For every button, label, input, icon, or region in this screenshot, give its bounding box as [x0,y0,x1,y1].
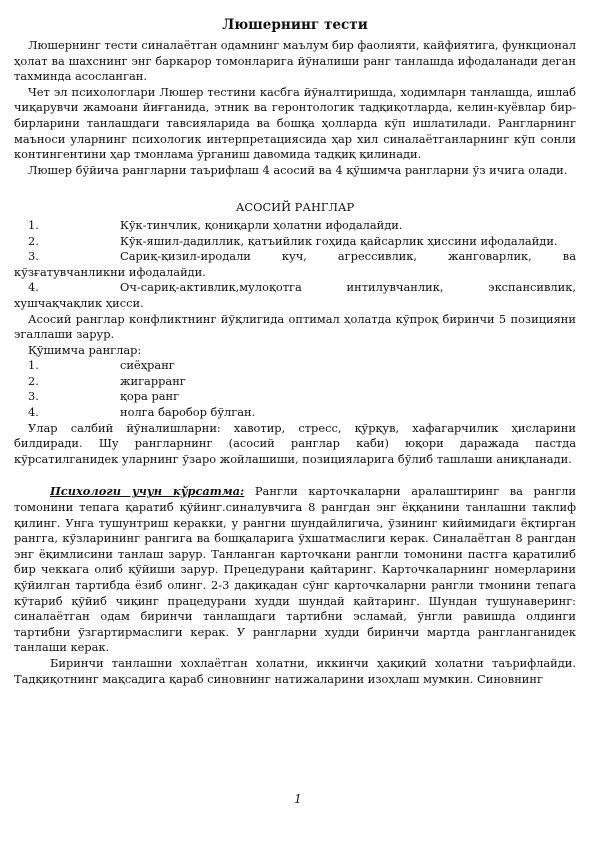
extra-color-item [14,389,576,405]
list-number: 2. [28,233,39,248]
main-color-item [14,280,576,296]
extra-colors-note: Улар салбий йўналишларни: хавотир, стресс, қўрқув, хафагарчилик ҳисларини билдиради. Шу рангларнинг (асосий ранглар каби) юқори даражада пастда кўрсатилганидек уларнинг ўзаро жойлашиши, позицияларига бўлиб ташлаши аниқланади. [14,420,576,466]
extra-color-item [14,405,576,421]
page-number: 1 [294,792,302,806]
extra-color-item [14,374,576,390]
spacer [14,467,576,484]
instruction-lead: Психологи учун кўрсатма: [50,484,245,499]
main-colors-note: Асосий ранглар конфликтнинг йўқлигида оптимал ҳолатда кўпроқ биринчи 5 позицияни эгаллаши зарур. [14,311,576,342]
list-text-continuation: хушчақчақлик ҳисси. [14,295,144,310]
list-text-continuation: кўзғатувчанликни ифодалайди. [14,264,206,279]
list-number: 1. [28,217,39,232]
list-number: 1. [28,358,39,373]
intro-paragraph-1: Люшернинг тести синалаётган одамнинг маълум бир фаолияти, кайфиятига, функционал ҳолат ва шахснинг энг баркарор томонларига йўналиши ранг танлашда ифодаланади деган тахминда асосланган. [14,38,576,84]
list-text: қора ранг [120,389,180,404]
main-colors-heading: АСОСИЙ РАНГЛАР [235,200,355,215]
document-title: Люшернинг тести [222,17,368,33]
extra-colors-heading: Қўшимча ранглар: [28,342,142,357]
list-text: Кўк-яшил-дадиллик, қатъийлик гоҳида қайсарлик ҳиссини ифодалайди. [120,233,558,248]
document-page [14,18,576,687]
list-text: сиёҳранг [120,358,175,373]
list-number: 2. [28,373,39,388]
list-text: Оч-сариқ-активлик,мулоқотга интилувчанлик, экспансивлик, [120,280,576,295]
intro-paragraph-2: Чет эл психологлари Люшер тестини касбга йўналтиришда, ходимларн танлашда, ишлаб чиқарувчи жамоани йиғганида, этник ва геронтологик тадқиқотларда, келин-куёвлар бир-бирларини танлашдаги тавсияларида ва бошқа ҳолларда кўп ишлатилади. Рангларнинг маъноси уларнинг психологик интерпретациясида ҳар хил синалаётганларнинг кўп сонли контингентини ҳар тмонлама ўрганиш давомида тадқиқ қилинади. [14,84,576,162]
list-number: 4. [28,405,39,420]
list-number: 4. [28,280,39,295]
closing-paragraph: Биринчи танлашни хохлаётган холатни, иккинчи ҳақиқий холатни таърифлайди. Тадқиқотнинг мақсадига қараб синовнинг натижаларини изоҳлаш мумкин. Синовнинг [14,655,576,686]
list-number: 3. [28,389,39,404]
extra-color-item [14,358,576,374]
list-text: жигарранг [120,373,186,388]
main-color-item [14,234,576,250]
intro-paragraph-3: Люшер бўйича рангларни таърифлаш 4 асосий ва 4 қўшимча рангларни ўз ичига олади. [28,162,568,177]
list-number: 3. [28,249,39,264]
list-text: Сариқ-қизил-иродали куч, агрессивлик, жанговарлик, ва [120,249,576,264]
main-color-item [14,249,576,265]
list-text: нолга баробор бўлган. [120,405,256,420]
list-text: Кўк-тинчлик, қониқарли ҳолатни ифодалайди. [120,217,403,232]
instruction-text: Рангли карточкаларни аралаштиринг ва рангли томонини тепага қаратиб қўйинг.синалувчига 8 рангдан энг ёққанини танлашни таклиф қилинг. Унга тушунтриш керакки, у рангни шундайлигича, ўзининг кийимидаги ёқтирган рангга, кўзларининг рангига ва бошқаларига ўхшатмаслиги керак. Синалаётган 8 рангдан энг ёқимлисини танлаш зарур. Танланган карточкани рангли томонини пастга қаратилиб бир чеккага олиб қўйиши зарур. Прецедурани қайтаринг. Карточкаларнинг номерларини қўйилган тартибда ёзиб олинг. 2-3 дақиқадан сўнг карточкаларни рангли тмонини тепага кўтариб қўйиб чиқинг працедурани худди шундай қайтаринг. Шундан тушунаверинг: синалаётган одам биринчи танлашдаги тартибни эсламай, ўнгли равишда олдинги тартибни ўзгартирмаслиги керак. У рангларни худди биринчи мартда рангланганидек танлаши керак. [14,484,576,655]
main-color-item [14,218,576,234]
instruction-paragraph [14,484,576,656]
